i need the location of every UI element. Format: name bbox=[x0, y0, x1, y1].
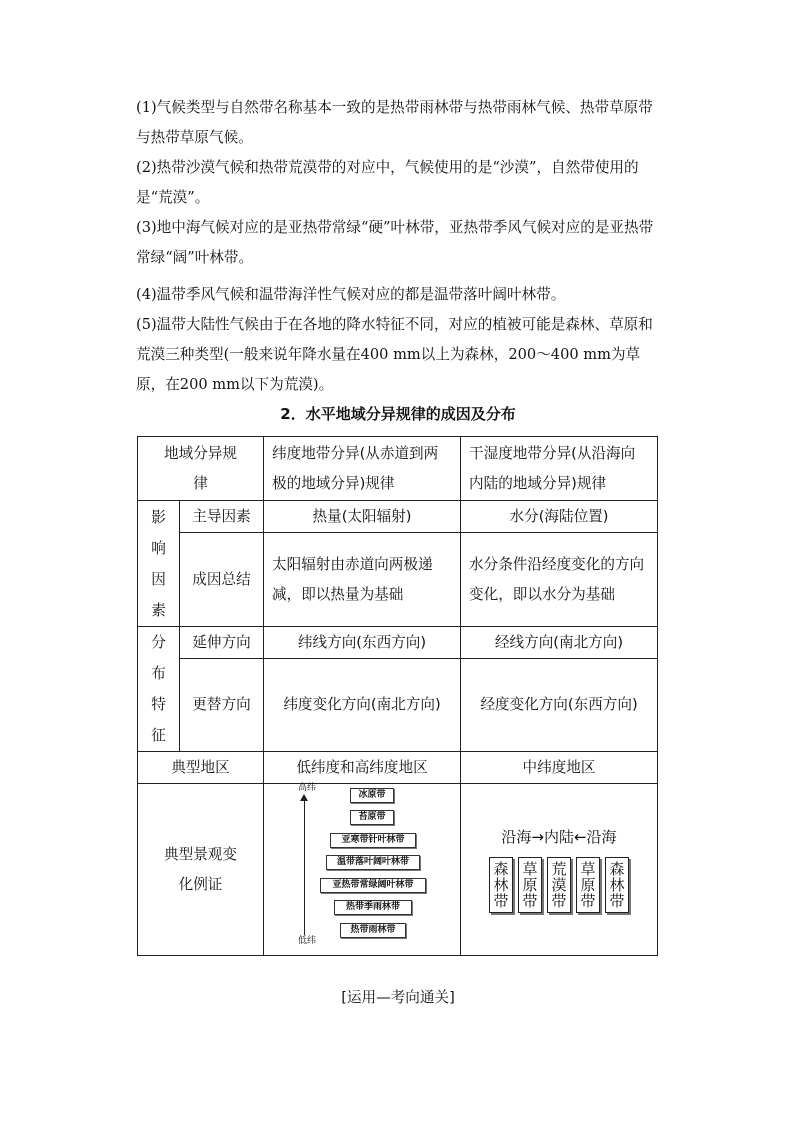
zone-band: 热带季雨林带 bbox=[334, 900, 412, 915]
arrow-up-icon bbox=[300, 794, 308, 801]
influence-factor-label: 影 响 因 素 bbox=[138, 501, 180, 627]
header-zonation-rule: 地域分异规律 bbox=[138, 437, 264, 501]
header-moisture: 干湿度地带分异(从沿海向内陆的地域分异)规律 bbox=[461, 437, 658, 501]
latitude-axis bbox=[304, 799, 305, 935]
zone-band: 苔原带 bbox=[350, 810, 394, 825]
cause-summary-moist: 水分条件沿经度变化的方向变化，即以水分为基础 bbox=[461, 533, 658, 627]
extend-direction-label: 延伸方向 bbox=[180, 627, 264, 659]
alternate-direction-label: 更替方向 bbox=[180, 659, 264, 752]
zone-band: 冰原带 bbox=[350, 788, 394, 803]
cause-summary-label: 成因总结 bbox=[180, 533, 264, 627]
extend-direction-moist: 经线方向(南北方向) bbox=[461, 627, 658, 659]
alternate-direction-moist: 经度变化方向(东西方向) bbox=[461, 659, 658, 752]
typical-region-label: 典型地区 bbox=[138, 752, 264, 784]
dominant-factor-label: 主导因素 bbox=[180, 501, 264, 533]
table-row bbox=[138, 533, 658, 627]
cause-summary-lat: 太阳辐射由赤道向两极递减，即以热量为基础 bbox=[264, 533, 461, 627]
typical-region-moist: 中纬度地区 bbox=[461, 752, 658, 784]
zone-band: 亚热带常绿阔叶林带 bbox=[320, 878, 426, 893]
header-latitudinal: 纬度地带分异(从赤道到两极的地域分异)规律 bbox=[264, 437, 461, 501]
high-latitude-label: 高纬 bbox=[298, 782, 317, 793]
table-row bbox=[138, 784, 658, 956]
zonation-table bbox=[137, 436, 658, 956]
moisture-diagram bbox=[461, 784, 658, 956]
dominant-factor-moist: 水分(海陆位置) bbox=[461, 501, 658, 533]
latitudinal-ladder bbox=[264, 782, 460, 955]
table-row bbox=[138, 627, 658, 659]
zone-band: 亚寒带针叶林带 bbox=[330, 833, 416, 848]
latitudinal-diagram bbox=[264, 784, 461, 956]
low-latitude-label: 低纬 bbox=[298, 935, 317, 946]
zone-box: 森 林 带 bbox=[489, 857, 513, 913]
typical-landscape-label: 典型景观变化例证 bbox=[138, 784, 264, 956]
zone-band: 温带落叶阔叶林带 bbox=[326, 855, 420, 870]
paragraph-4: (4)温带季风气候和温带海洋性气候对应的都是温带落叶阔叶林带。 bbox=[136, 286, 566, 303]
zone-box: 草 原 带 bbox=[576, 857, 600, 913]
typical-region-lat: 低纬度和高纬度地区 bbox=[264, 752, 461, 784]
moisture-zones bbox=[461, 857, 657, 913]
table-row bbox=[138, 752, 658, 784]
practice-section-heading: [运用—考向通关] bbox=[341, 989, 455, 1006]
zone-band: 热带雨林带 bbox=[340, 923, 406, 938]
table-header-row bbox=[138, 437, 658, 501]
alternate-direction-lat: 纬度变化方向(南北方向) bbox=[264, 659, 461, 752]
paragraph-5: (5)温带大陆性气候由于在各地的降水特征不同，对应的植被可能是森林、草原和荒漠三种类型(一般来说年降水量在400 mm以上为森林，200～400 mm为草原，在200 mm以下为荒漠)。 bbox=[136, 316, 653, 393]
zone-box: 荒 漠 带 bbox=[547, 857, 571, 913]
dominant-factor-lat: 热量(太阳辐射) bbox=[264, 501, 461, 533]
section-title: 2．水平地域分异规律的成因及分布 bbox=[280, 405, 516, 423]
paragraph-2: (2)热带沙漠气候和热带荒漠带的对应中，气候使用的是“沙漠”，自然带使用的是“荒漠”。 bbox=[136, 159, 639, 206]
paragraph-3: (3)地中海气候对应的是亚热带常绿“硬”叶林带，亚热带季风气候对应的是亚热带常绿“阔”叶林带。 bbox=[136, 219, 654, 266]
distribution-feature-label: 分 布 特 征 bbox=[138, 627, 180, 752]
extend-direction-lat: 纬线方向(东西方向) bbox=[264, 627, 461, 659]
coast-inland-sequence: 沿海→内陆←沿海 bbox=[501, 827, 617, 846]
table-row bbox=[138, 659, 658, 752]
table-row bbox=[138, 501, 658, 533]
zone-box: 草 原 带 bbox=[518, 857, 542, 913]
paragraph-1: (1)气候类型与自然带名称基本一致的是热带雨林带与热带雨林气候、热带草原带与热带草原气候。 bbox=[136, 99, 653, 146]
zone-box: 森 林 带 bbox=[605, 857, 629, 913]
